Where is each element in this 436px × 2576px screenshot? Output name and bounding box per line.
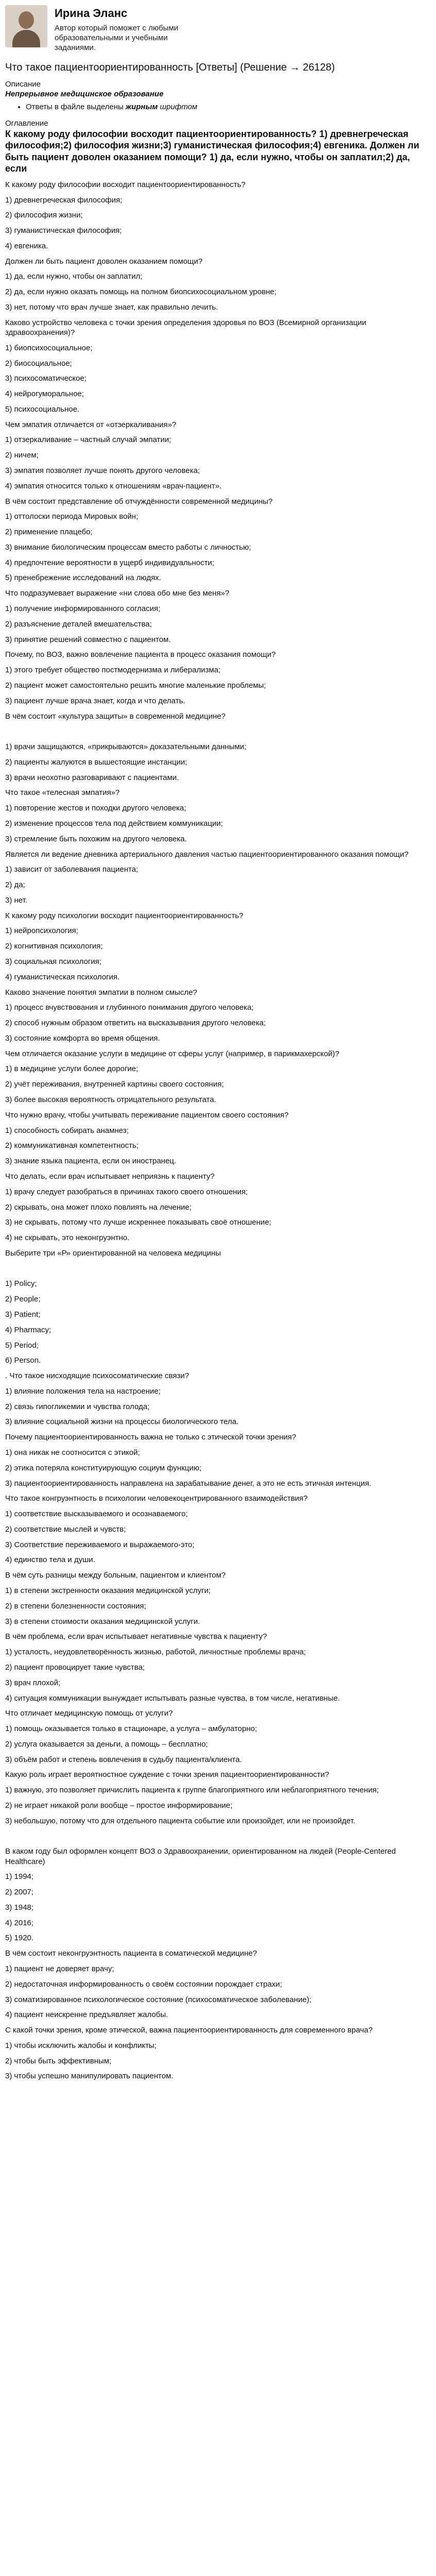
document-line: 1) усталость, неудовлетворённость жизнью, работой, личностные проблемы врача; <box>5 1648 306 1657</box>
document-line: 2) соответствие мыслей и чувств; <box>5 1524 126 1534</box>
notes-highlight: жирным <box>126 103 158 112</box>
document-line: 3) психосоматическое; <box>5 374 87 383</box>
document-line: 3) нет. <box>5 895 28 905</box>
document-line: Что подразумевает выражение «ни слова обо мне без меня»? <box>5 589 230 598</box>
document-line: Выберите три «Р» ориентированной на человека медицины <box>5 1248 221 1258</box>
document-line: 4) пациент неискренне предъявляет жалобы. <box>5 2010 168 2020</box>
document-line: К какому роду философии восходит пациентоориентированность? <box>5 180 246 189</box>
document-line: 1) важную, это позволяет причислить пациента к группе благоприятного или неблагоприятного течения; <box>5 1786 379 1795</box>
document-line: 1) да, если нужно, чтобы он заплатил; <box>5 272 143 281</box>
document-line: 2) пациент провоцирует такие чувства; <box>5 1663 145 1672</box>
document-line: В чём состоит неконгруэнтность пациента в соматической медицине? <box>5 1949 257 1958</box>
document-line: 2) в степени болезненности состояния; <box>5 1601 146 1611</box>
document-line: 2) чтобы быть эффективным; <box>5 2056 112 2065</box>
document-line: 1) врачи защищаются, «прикрываются» доказательными данными; <box>5 742 247 752</box>
document-line: 2) 2007; <box>5 1888 34 1897</box>
document-line: 1) древнегреческая философия; <box>5 195 123 205</box>
notes-item <box>26 102 431 112</box>
document-line: 2) пациенты жалуются в вышестоящие инстанции; <box>5 757 187 767</box>
document-line: 1) биопсихосоциальное; <box>5 343 93 352</box>
document-line: 1) зависит от заболевания пациента; <box>5 865 138 874</box>
document-line: 2) пациент может самостоятельно решить многие маленькие проблемы; <box>5 681 266 690</box>
document-line: 2) разъяснение деталей вмешательства; <box>5 619 152 629</box>
document-line: В чём проблема, если врач испытывает негативные чувства к пациенту? <box>5 1632 267 1641</box>
document-line: 1) помощь оказывается только в стационаре, а услуга – амбулаторно; <box>5 1724 257 1734</box>
author-bio: Автор который поможет с любыми образовательными и учебными заданиями. <box>55 24 179 52</box>
document-line: 6) Person. <box>5 1356 41 1365</box>
document-line: 1) в медицине услуги более дорогие; <box>5 1064 138 1074</box>
document-line: 1) чтобы исключить жалобы и конфликты; <box>5 2041 157 2050</box>
document-line: 4) не скрывать, это неконгруэнтно. <box>5 1233 130 1243</box>
document-line: 2) философия жизни; <box>5 211 83 220</box>
document-line: 4) 2016; <box>5 1918 34 1927</box>
document-line: 4) гуманистическая психология. <box>5 972 120 981</box>
document-line: В чём состоит «культура защиты» в современной медицине? <box>5 711 226 721</box>
document-line: 1) оттолоски периода Мировых войн; <box>5 512 138 521</box>
document-line: С какой точки зрения, кроме этической, важна пациентоориентированность для современного врача? <box>5 2026 373 2035</box>
document-line: 3) влияние социальной жизни на процессы биологического тела. <box>5 1417 239 1427</box>
document-line: Является ли ведение дневника артериального давления частью пациентоориентированного оказания помощи? <box>5 850 409 859</box>
document-line: 2) да; <box>5 880 25 890</box>
document-line: 3) Соответствие переживаемого и выражаемого-это; <box>5 1540 195 1549</box>
document-line: Каково устройство человека с точки зрения определения здоровья по ВОЗ (Всемирной организации здравоохранения)? <box>5 318 367 337</box>
document-line: 1) этого требует общество постмодернизма и либерализма; <box>5 666 221 675</box>
document-line: 3) пациентоориентированность направлена на зарабатывание денег, а это не есть этичная интенция. <box>5 1479 372 1488</box>
document-line: 3) небольшую, потому что для отдельного пациента событие или произойдет, или не произойдет. <box>5 1816 356 1825</box>
document-line: 3) врачи неохотно разговаривают с пациентами. <box>5 773 179 782</box>
author-card <box>5 0 431 61</box>
document-line: 3) более высокая вероятность отрицательного результата. <box>5 1095 216 1105</box>
document-line: 4) ситуация коммуникации вынуждает испытывать разные чувства, в том числе, негативные. <box>5 1693 340 1703</box>
document-line: 3) врач плохой; <box>5 1678 61 1687</box>
document-line: 3) пациент лучше врача знает, когда и что делать. <box>5 696 185 705</box>
document-line: Что отличает медицинскую помощь от услуги? <box>5 1709 173 1718</box>
document-line: 1) способность собирать анамнез; <box>5 1126 129 1135</box>
document-line: 2) да, если нужно оказать помощь на полном биопсихосоциальном уровне; <box>5 287 276 297</box>
document-line: 1) отзеркаливание – частный случай эмпатии; <box>5 435 171 445</box>
document-line: Что нужно врачу, чтобы учитывать переживание пациентом своего состояния? <box>5 1110 289 1120</box>
document-line: Почему пациентоориентированность важна не только с этической точки зрения? <box>5 1433 297 1442</box>
toc-label: Оглавление <box>5 118 48 128</box>
document-line: 2) когнитивная психология; <box>5 942 103 951</box>
document-line: 2) ничем; <box>5 451 39 460</box>
document-line: 3) в степени стоимости оказания медицинской услуги. <box>5 1617 200 1626</box>
document-line: 3) принятие решений совместно с пациентом. <box>5 635 171 644</box>
document-line: 1) влияние положения тела на настроение; <box>5 1386 161 1396</box>
document-line: Что такое «телесная эмпатия»? <box>5 788 120 798</box>
document-line: 1) 1994; <box>5 1872 34 1882</box>
page-title: Что такое пациентоориентированность [Ответы] (Решение → 26128) <box>5 62 335 73</box>
document-line: 1) пациент не доверяет врачу; <box>5 1964 114 1973</box>
document-line: Каково значение понятия эмпатии в полном смысле? <box>5 988 197 997</box>
document-line: 3) стремление быть похожим на другого человека. <box>5 834 187 843</box>
document-line: 1) нейропсихология; <box>5 926 78 936</box>
document-line: 1) повторение жестов и походки другого человека; <box>5 804 186 813</box>
document-line: В чём суть разницы между больным, пациентом и клиентом? <box>5 1571 226 1580</box>
document-line: 1) соответствие высказываемого и осознаваемого; <box>5 1510 188 1519</box>
document-line: Чем отличается оказание услуги в медицине от сферы услуг (например, в парикмахерской)? <box>5 1049 340 1058</box>
document-line: 5) Period; <box>5 1341 39 1350</box>
document-line: 3) состояние комфорта во время общения. <box>5 1033 160 1043</box>
document-line: 4) эмпатия относится только к отношениям «врач-пациент». <box>5 481 222 490</box>
document-line: К какому роду психологии восходит пациентоориентированность? <box>5 911 243 920</box>
document-line: 2) недостаточная информированность о своём состоянии порождает страхи; <box>5 1979 282 1989</box>
document-line: 1) получение информированного согласия; <box>5 604 161 614</box>
document-line: Что делать, если врач испытывает неприязнь к пациенту? <box>5 1172 215 1181</box>
document-line: 3) эмпатия позволяет лучше понять другого человека; <box>5 466 200 475</box>
notes-prefix: Ответы в файле выделены <box>26 103 126 112</box>
description-label: Описание <box>5 80 41 89</box>
avatar-head-shape <box>19 11 34 29</box>
document-line: Что такое конгруэнтность в психологии человекоцентрированного взаимодействия? <box>5 1494 308 1503</box>
document-line <box>5 1264 431 1274</box>
notes-list <box>5 102 431 112</box>
document-line: 2) коммуникативная компетентность; <box>5 1141 139 1150</box>
document-line: Почему, по ВОЗ, важно вовлечение пациента в процесс оказания помощи? <box>5 650 276 659</box>
document-line: 4) нейрогуморальное; <box>5 389 84 399</box>
document-line: Должен ли быть пациент доволен оказанием помощи? <box>5 257 203 266</box>
document-line: 3) нет, потому что врач лучше знает, как правильно лечить. <box>5 303 218 312</box>
document-line: 5) 1920. <box>5 1934 34 1943</box>
document-line: 2) применение плацебо; <box>5 528 93 537</box>
toc-heading: К какому роду философии восходит пациентоориентированность? 1) древнегреческая философия;2) философия жизни;3) гуманистическая философия;4) евгеника. Должен ли быть пациент доволен оказанием помощи? 1) да, если нужно, чтобы он заплатил;2) да, если <box>5 128 420 174</box>
document-line: 1) она никак не соотносится с этикой; <box>5 1448 140 1457</box>
author-name[interactable]: Ирина Эланс <box>55 7 128 20</box>
document-line: 1) в степени экстренности оказания медицинской услуги; <box>5 1586 211 1596</box>
document-line: 2) этика потеряла конституирующую социум функцию; <box>5 1463 202 1472</box>
document-line: Чем эмпатия отличается от «отзеркаливания»? <box>5 420 177 429</box>
document-line: 3) социальная психология; <box>5 957 102 966</box>
document-line: 2) услуга оказывается за деньги, а помощь – бесплатно; <box>5 1739 208 1749</box>
document-line: . Что такое нисходящие психосоматические связи? <box>5 1371 189 1381</box>
document-line: 5) пренебрежение исследований на людях. <box>5 573 162 583</box>
document-line: 2) не играет никакой роли вообще – простое информирование; <box>5 1801 233 1810</box>
document-line: В каком году был оформлен концепт ВОЗ о Здравоохранении, ориентированном на людей (People-Centered Healthcare) <box>5 1847 396 1866</box>
document-line: 2) People; <box>5 1295 41 1304</box>
document-line: Какую роль играет вероятностное суждение с точки зрения пациентоориентированности? <box>5 1770 329 1780</box>
document-line: 3) чтобы успешно манипулировать пациентом. <box>5 2072 173 2081</box>
document-line: 2) скрывать, она может плохо повлиять на лечение; <box>5 1202 192 1212</box>
document-line: 3) не скрывать, потому что лучше искреннее показывать своё отношение; <box>5 1218 271 1227</box>
document-line: 3) 1948; <box>5 1903 34 1912</box>
document-line: 2) учёт переживания, внутренней картины своего состояния; <box>5 1080 224 1089</box>
author-info <box>55 5 209 53</box>
document-line <box>5 1832 431 1841</box>
document-line: 3) Patient; <box>5 1310 41 1319</box>
notes-suffix: шрифтом <box>158 103 198 112</box>
document-line: 2) биосоциальное; <box>5 359 72 368</box>
document-line: 3) объём работ и степень вовлечения в судьбу пациента/клиента. <box>5 1755 242 1764</box>
avatar-body-shape <box>12 30 40 47</box>
document-body <box>5 180 431 2081</box>
document-line: 3) гуманистическая философия; <box>5 226 122 235</box>
document-line: 4) евгеника. <box>5 241 48 250</box>
document-line: 2) способ нужным образом ответить на высказывания другого человека; <box>5 1019 266 1028</box>
document-line: 2) изменение процессов тела под действием коммуникации; <box>5 819 223 828</box>
document-line: 3) знание языка пациента, если он иностранец. <box>5 1157 177 1166</box>
document-line: 1) процесс вчувствования и глубинного понимания другого человека; <box>5 1003 254 1012</box>
document-line <box>5 726 431 736</box>
document-line: 3) внимание биологическим процессам вместо работы с личностью; <box>5 543 251 552</box>
document-line: 5) психосоциальное. <box>5 404 80 414</box>
subject-link[interactable]: Непрерывное медицинское образование <box>5 90 164 99</box>
author-avatar[interactable] <box>5 5 47 47</box>
document-line: 1) Policy; <box>5 1279 37 1289</box>
document-line: 1) врачу следует разобраться в причинах такого своего отношения; <box>5 1187 248 1196</box>
document-line: 2) связь гипогликемии и чувства голода; <box>5 1402 150 1411</box>
document-line: 4) Pharmacy; <box>5 1325 51 1334</box>
document-line: 4) предпочтение вероятности в ущерб индивидуальности; <box>5 558 215 567</box>
document-line: 3) соматизированное психологическое состояние (психосоматическое заболевание); <box>5 1995 311 2004</box>
document-line: 4) единство тела и души. <box>5 1555 95 1565</box>
document-line: В чём состоит представление об отчуждённости современной медицины? <box>5 497 273 506</box>
